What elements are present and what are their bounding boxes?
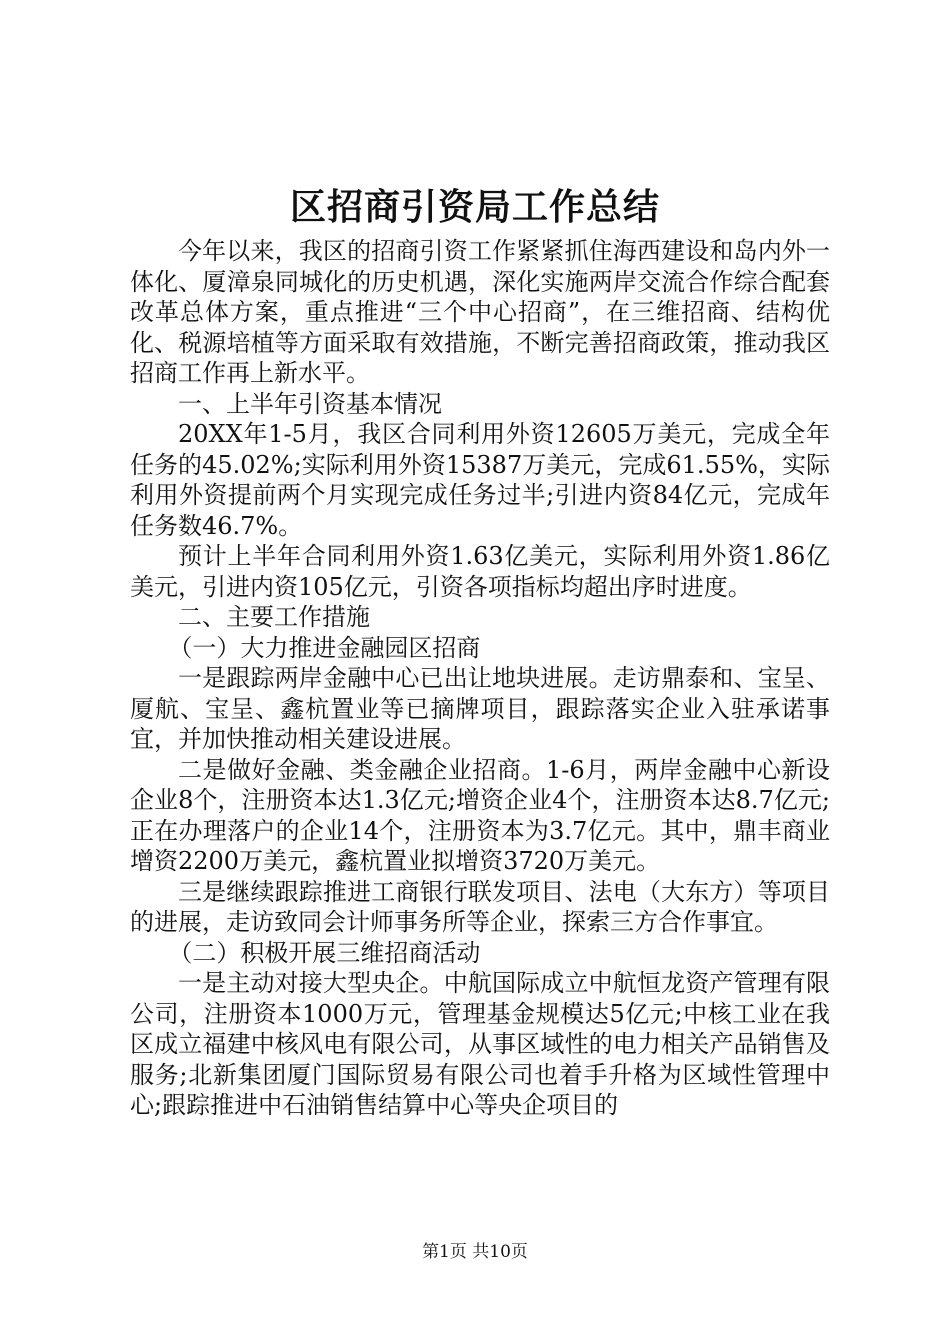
paragraph-measure-4: 一是主动对接大型央企。中航国际成立中航恒龙资产管理有限公司，注册资本1000万元，管理基金规模达5亿元;中核工业在我区成立福建中核风电有限公司，从事区域性的电力相关产品销售及服务;北新集团厦门国际贸易有限公司也着手升格为区域性管理中心;跟踪推进中石油销售结算中心等央企项目的 <box>130 969 830 1119</box>
paragraph-measure-3: 三是继续跟踪推进工商银行联发项目、法电（大东方）等项目的进展，走访致同会计师事务所等企业，探索三方合作事宜。 <box>130 877 830 936</box>
paragraph-measure-1: 一是跟踪两岸金融中心已出让地块进展。走访鼎泰和、宝呈、厦航、宝呈、鑫杭置业等已摘牌项目，跟踪落实企业入驻承诺事宜，并加快推动相关建设进展。 <box>130 664 830 753</box>
paragraph-statistics: 20XX年1-5月，我区合同利用外资12605万美元，完成全年任务的45.02%;实际利用外资15387万美元，完成61.55%，实际利用外资提前两个月实现完成任务过半;引进内资84亿元，完成年任务数46.7%。 <box>130 420 830 540</box>
paragraph-measure-2: 二是做好金融、类金融企业招商。1-6月，两岸金融中心新设企业8个，注册资本达1.3亿元;增资企业4个，注册资本达8.7亿元;正在办理落户的企业14个，注册资本为3.7亿元。其中，鼎丰商业增资2200万美元，鑫杭置业拟增资3720万美元。 <box>130 755 830 875</box>
section-heading-1: 一、上半年引资基本情况 <box>178 389 442 418</box>
page-footer: 第1页 共10页 <box>422 1242 528 1262</box>
paragraph-intro: 今年以来，我区的招商引资工作紧紧抓住海西建设和岛内外一体化、厦漳泉同城化的历史机遇，深化实施两岸交流合作综合配套改革总体方案，重点推进“三个中心招商”，在三维招商、结构优化、税源培植等方面采取有效措施，不断完善招商政策，推动我区招商工作再上新水平。 <box>130 237 830 387</box>
subsection-heading-1: （一）大力推进金融园区招商 <box>168 633 481 662</box>
document-title: 区招商引资局工作总结 <box>289 186 660 228</box>
subsection-heading-2: （二）积极开展三维招商活动 <box>168 938 481 967</box>
document-body <box>130 236 830 1121</box>
paragraph-forecast: 预计上半年合同利用外资1.63亿美元，实际利用外资1.86亿美元，引进内资105亿元，引资各项指标均超出序时进度。 <box>130 542 830 601</box>
section-heading-2: 二、主要工作措施 <box>178 603 370 631</box>
